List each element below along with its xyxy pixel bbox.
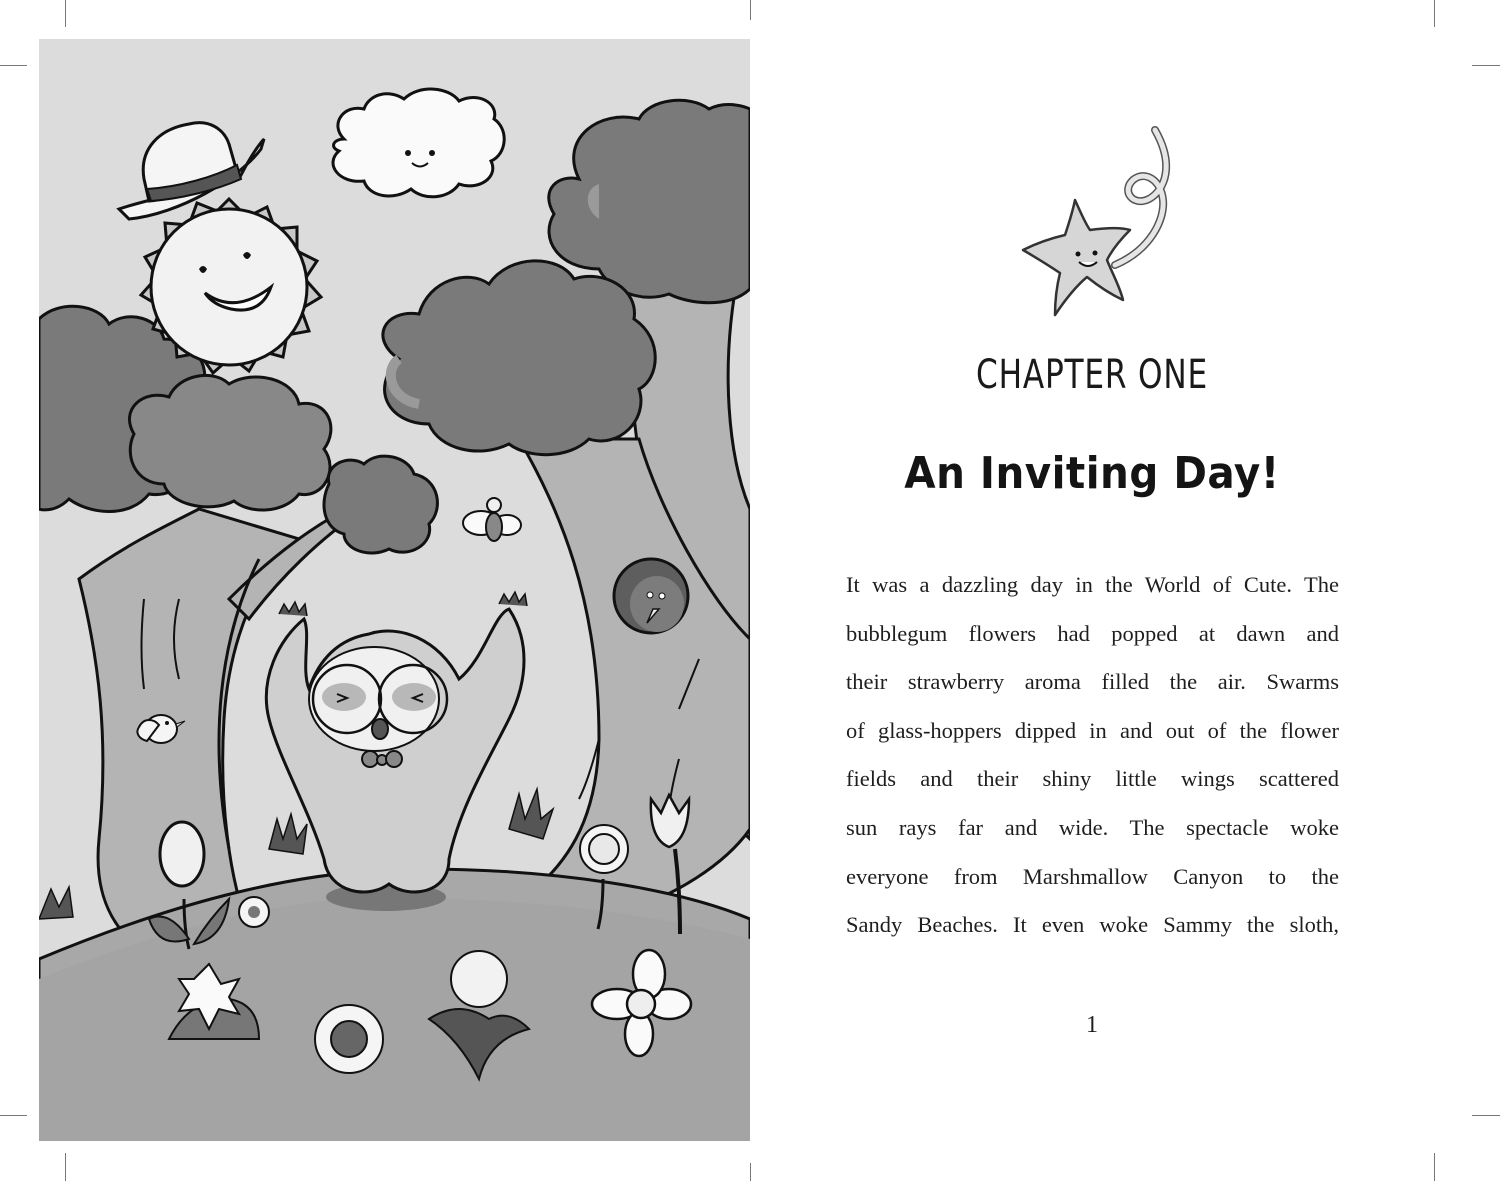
crop-mark-bottom-left-v [65,1153,66,1181]
crop-mark-bottom-center-v [750,1163,751,1181]
body-line: their strawberry aroma filled the air. Swarms [846,669,1339,695]
body-line: bubblegum flowers had popped at dawn and [846,620,1339,646]
sunflower-smiling [315,1005,383,1073]
chapter-title: An Inviting Day! [904,448,1280,499]
body-line: everyone from Marshmallow Canyon to the [846,863,1339,889]
body-line: Sandy Beaches. It even woke Sammy the sloth, [846,912,1339,938]
crop-mark-top-center-v [750,0,751,20]
crop-mark-top-right-h [1472,65,1500,66]
body-line: It was a dazzling day in the World of Cute. The [846,572,1339,597]
crop-mark-top-left-v [65,0,66,27]
crop-mark-bottom-left-h [0,1115,27,1116]
page-number: 1 [1086,1012,1098,1038]
crop-mark-bottom-right-v [1434,1153,1435,1181]
body-line: of glass-hoppers dipped in and out of the flower [846,717,1339,743]
chapter-body-text [846,566,1339,955]
crop-mark-top-left-h [0,65,27,66]
crop-mark-top-right-v [1434,0,1435,27]
small-white-flower [239,897,269,927]
body-line: fields and their shiny little wings scattered [846,766,1339,792]
chapter-label: CHAPTER ONE [976,352,1208,398]
body-line: sun rays far and wide. The spectacle woke [846,814,1339,840]
crop-mark-bottom-right-h [1472,1115,1500,1116]
chapter-illustration [39,39,750,1141]
shooting-star-icon [1015,125,1185,340]
